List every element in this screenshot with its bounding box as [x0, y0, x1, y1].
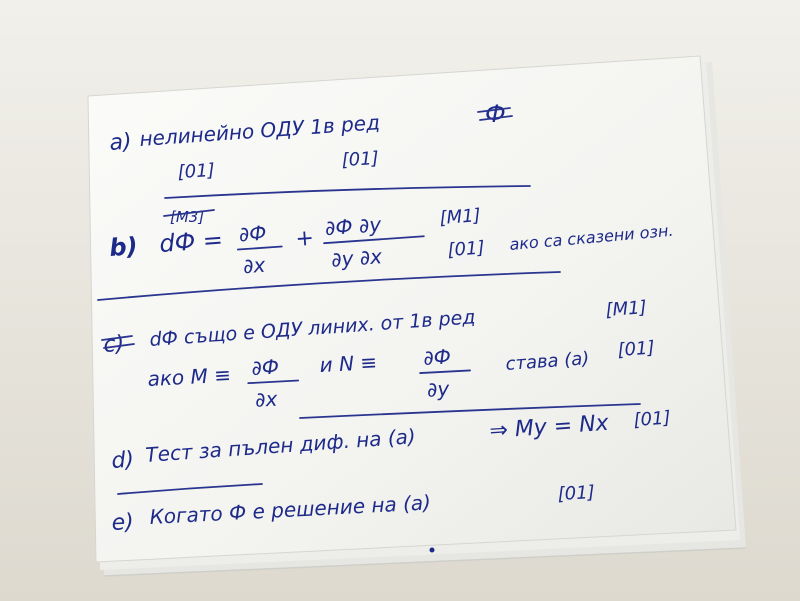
ink-dot	[430, 548, 435, 553]
line-b-code-2: [01]	[446, 237, 486, 261]
line-a-text: нелинейно ОДУ 1в ред	[138, 110, 381, 151]
svg-text:∂y: ∂y	[426, 376, 450, 402]
svg-text:∂Ф ∂y: ∂Ф ∂y	[324, 212, 382, 241]
line-d-code: [01]	[632, 407, 672, 431]
line-d-marker: d)	[110, 447, 135, 474]
svg-text:Ф: Ф	[485, 100, 506, 128]
line-c-marker: c)	[102, 331, 126, 358]
line-e-code: [01]	[557, 482, 596, 505]
line-b-plus: +	[294, 225, 315, 252]
line-a-marker: a)	[108, 129, 133, 156]
line-a-code-2: [01]	[341, 148, 380, 171]
line-b-lhs: dФ =	[158, 225, 224, 258]
line-c-code-2: [01]	[616, 337, 656, 361]
svg-text:∂Ф: ∂Ф	[422, 344, 452, 370]
line-d-text: Тест за пълен диф. на (а)	[144, 424, 417, 467]
line-b-marker: b)	[108, 232, 139, 262]
line-c-text-2: ако M ≡	[147, 362, 232, 391]
line-e-marker: e)	[111, 509, 135, 536]
svg-text:∂Ф: ∂Ф	[250, 354, 280, 380]
line-c-text-1: dФ също е ОДУ линих. от 1в ред	[148, 306, 477, 351]
line-d-formula: ⇒ My = Nx	[488, 410, 610, 444]
line-b-code-1: [М1]	[438, 205, 482, 229]
line-c-tail: става (а)	[504, 348, 591, 375]
line-b-tail: ако са сказени озн.	[508, 220, 675, 254]
line-c-and: и N ≡	[319, 350, 378, 377]
svg-text:∂y ∂x: ∂y ∂x	[330, 244, 383, 272]
line-c-code-1: [М1]	[604, 297, 648, 321]
svg-text:∂x: ∂x	[254, 386, 278, 412]
svg-text:[М3]: [М3]	[170, 208, 205, 226]
svg-text:∂Ф: ∂Ф	[238, 220, 268, 247]
line-a-code-1: [01]	[177, 160, 216, 183]
line-e-text: Когато Ф е решение на (а)	[149, 490, 432, 529]
svg-text:∂x: ∂x	[242, 252, 267, 279]
